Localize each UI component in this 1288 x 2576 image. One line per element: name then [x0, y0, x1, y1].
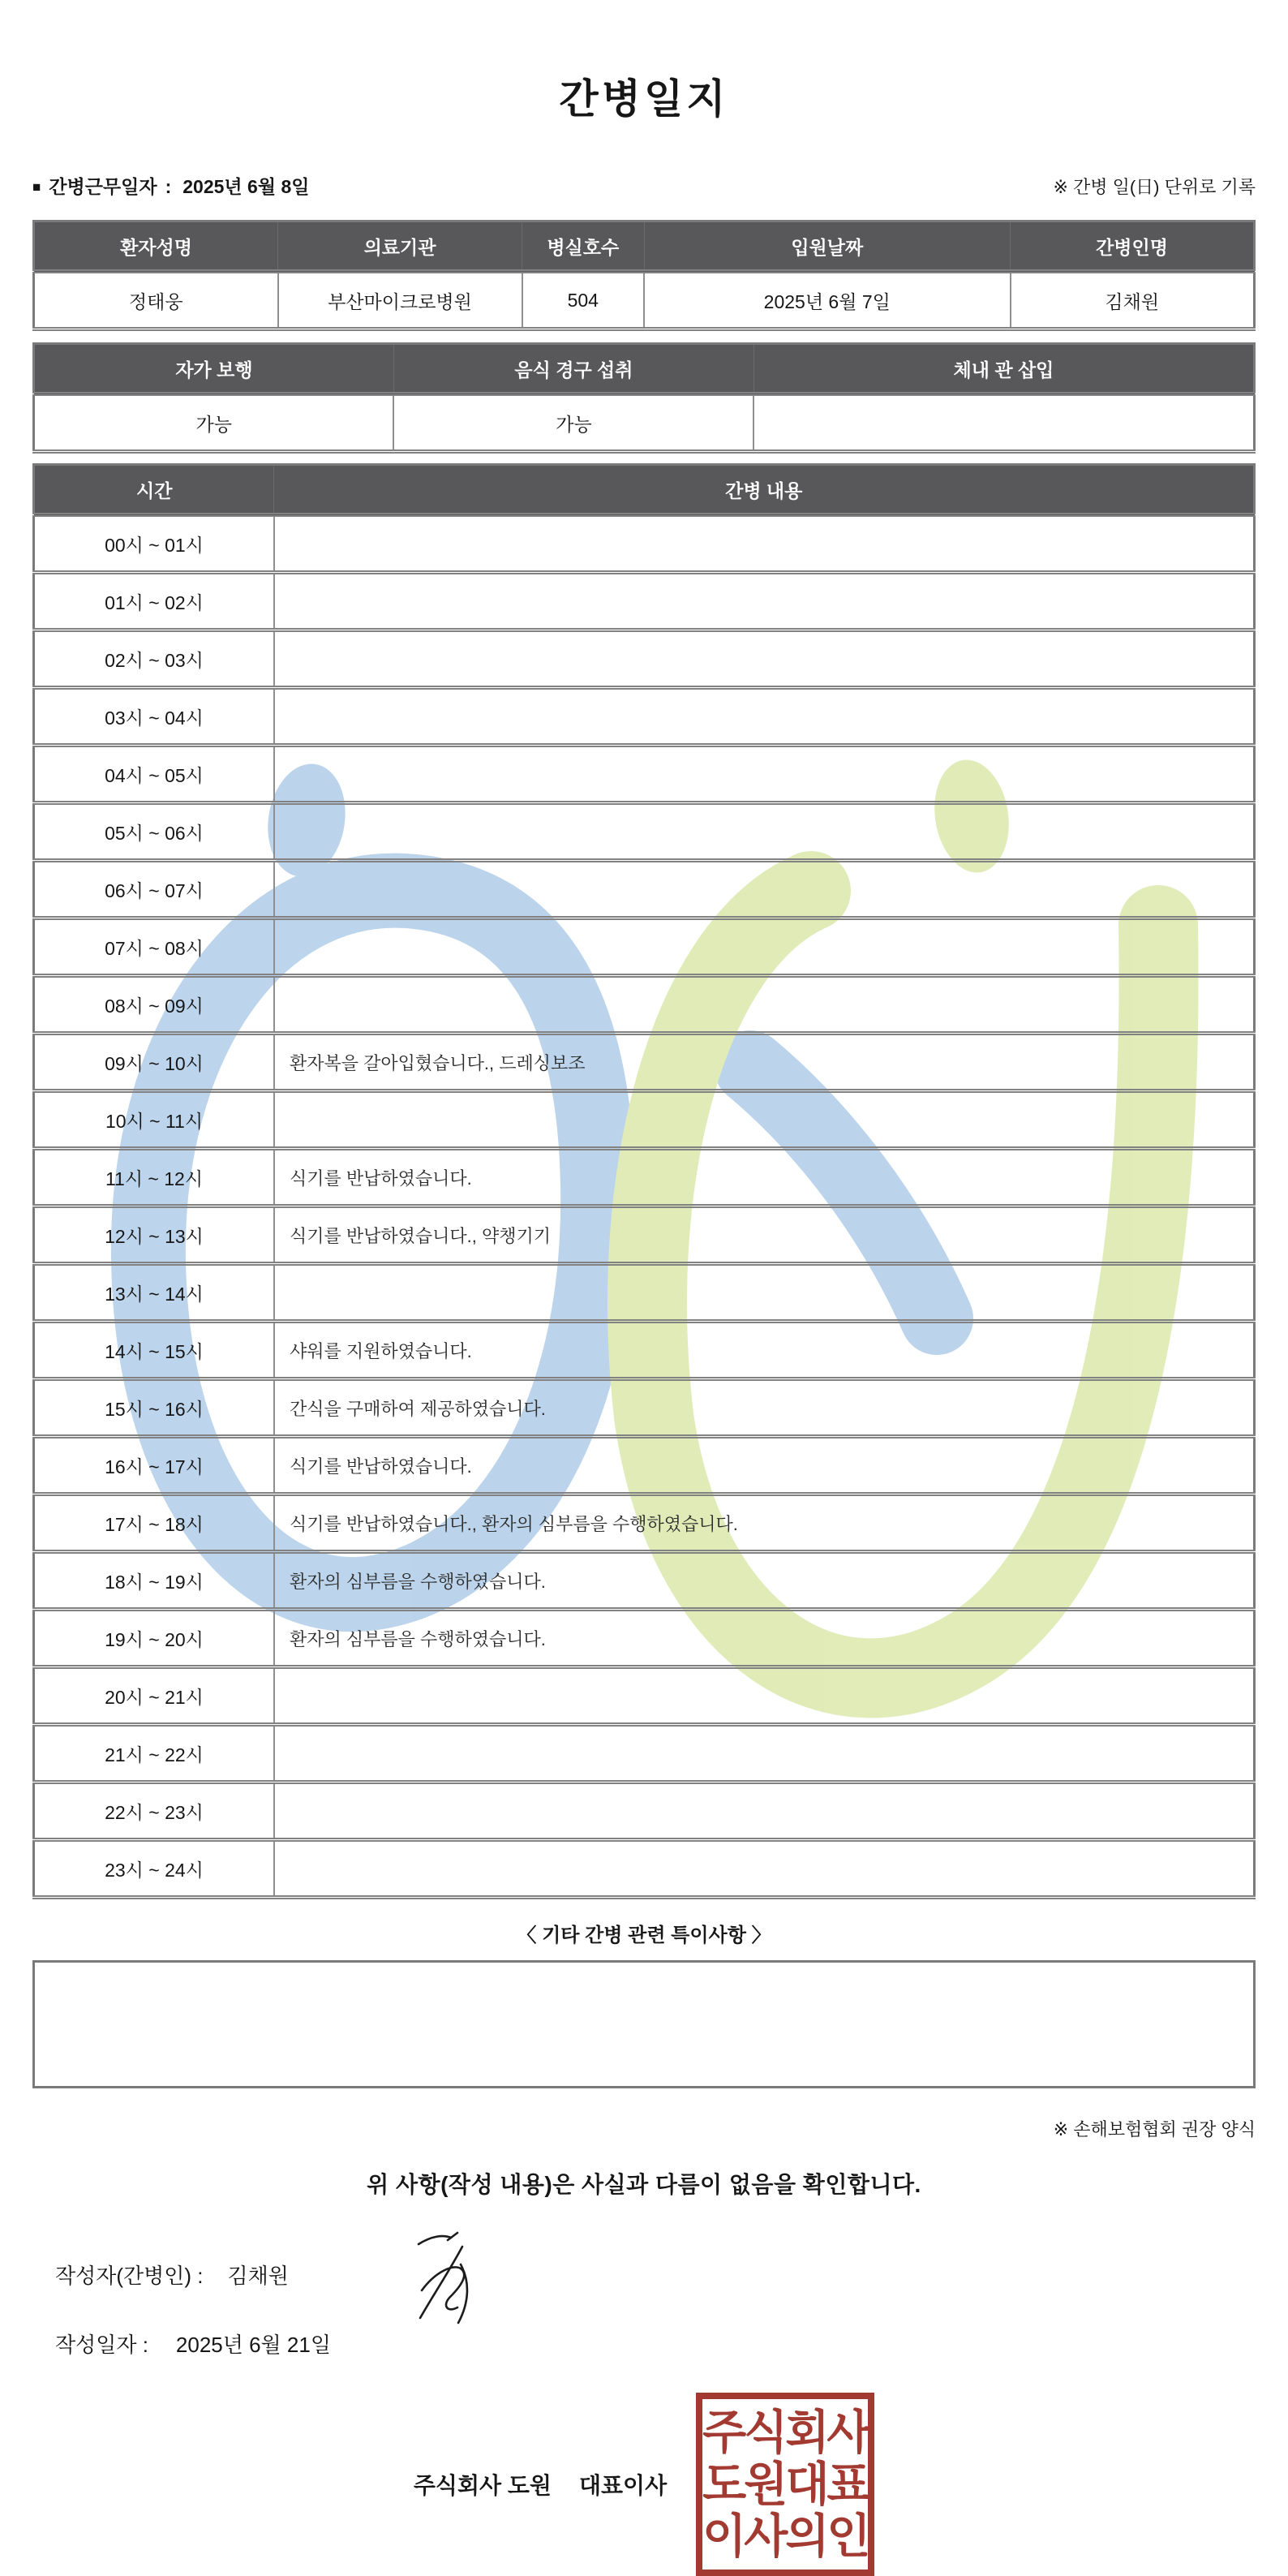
col-header-room-number: 병실호수 — [522, 221, 645, 272]
duty-date-label: 간병근무일자 — [49, 176, 157, 197]
care-content-cell — [274, 918, 1255, 976]
company-role: 대표이사 — [578, 2473, 668, 2498]
col-header-tube-insert: 체내 관 삽입 — [753, 344, 1254, 394]
company-name: 주식회사 도원 — [413, 2473, 552, 2498]
time-cell: 17시 ~ 18시 — [34, 1494, 274, 1552]
company-seal-row — [32, 2393, 1256, 2576]
col-header-admission-date: 입원날짜 — [644, 221, 1011, 272]
time-cell: 15시 ~ 16시 — [34, 1379, 274, 1437]
time-cell: 13시 ~ 14시 — [34, 1264, 274, 1322]
oral-intake-cell: 가능 — [393, 394, 753, 452]
log-row — [34, 630, 1255, 688]
stamp-line: 이사의인 — [702, 2509, 869, 2562]
patient-info-table — [32, 220, 1256, 331]
log-row — [34, 803, 1255, 861]
log-row — [34, 1149, 1255, 1206]
time-cell: 11시 ~ 12시 — [34, 1149, 274, 1206]
care-content-cell: 환자복을 갈아입혔습니다., 드레싱보조 — [274, 1034, 1255, 1091]
col-header-care-content: 간병 내용 — [274, 465, 1255, 515]
log-row — [34, 746, 1255, 803]
log-row — [34, 688, 1255, 746]
col-header-hospital: 의료기관 — [278, 221, 522, 272]
company-line — [414, 2468, 667, 2501]
unit-note: ※ 간병 일(日) 단위로 기록 — [1053, 177, 1256, 197]
colon: : — [165, 176, 172, 197]
time-cell: 16시 ~ 17시 — [34, 1437, 274, 1494]
log-row — [34, 515, 1255, 573]
care-content-cell — [274, 1840, 1255, 1898]
care-content-cell: 간식을 구매하여 제공하였습니다. — [274, 1379, 1255, 1437]
signature-scribble — [412, 2230, 490, 2328]
status-table — [32, 342, 1256, 454]
room-number-cell: 504 — [522, 272, 645, 329]
care-content-cell — [274, 861, 1255, 918]
time-cell: 09시 ~ 10시 — [34, 1034, 274, 1091]
col-header-time: 시간 — [34, 465, 274, 515]
write-date-label: 작성일자 : — [55, 2333, 148, 2357]
time-cell: 01시 ~ 02시 — [34, 573, 274, 630]
care-content-cell: 식기를 반납하였습니다. — [274, 1437, 1255, 1494]
care-content-cell: 샤워를 지원하였습니다. — [274, 1322, 1255, 1379]
care-content-cell — [274, 976, 1255, 1034]
care-content-cell — [274, 515, 1255, 573]
hourly-care-log-table — [32, 463, 1256, 1899]
time-cell: 18시 ~ 19시 — [34, 1552, 274, 1610]
tube-insert-cell — [753, 394, 1254, 452]
writer-name: 김채원 — [227, 2264, 289, 2288]
log-row — [34, 1322, 1255, 1379]
log-row — [34, 1379, 1255, 1437]
patient-value-row — [34, 272, 1255, 329]
log-row — [34, 1494, 1255, 1552]
log-row — [34, 573, 1255, 630]
log-row — [34, 1840, 1255, 1898]
writer-label: 작성자(간병인) : — [55, 2264, 204, 2288]
log-row — [34, 1034, 1255, 1091]
time-cell: 19시 ~ 20시 — [34, 1610, 274, 1667]
status-header-row — [34, 344, 1255, 394]
log-row — [34, 1667, 1255, 1725]
care-content-cell — [274, 803, 1255, 861]
write-date-value: 2025년 6월 21일 — [175, 2333, 331, 2357]
status-value-row — [34, 394, 1255, 452]
time-cell: 10시 ~ 11시 — [34, 1091, 274, 1149]
special-notes-box — [32, 1960, 1256, 2088]
care-content-cell — [274, 630, 1255, 688]
square-bullet-icon: ■ — [32, 179, 41, 195]
care-content-cell — [274, 1725, 1255, 1783]
col-header-oral-intake: 음식 경구 섭취 — [393, 344, 753, 394]
caregiver-name-cell: 김채원 — [1011, 272, 1255, 329]
care-content-cell — [274, 1091, 1255, 1149]
time-cell: 23시 ~ 24시 — [34, 1840, 274, 1898]
time-cell: 00시 ~ 01시 — [34, 515, 274, 573]
care-content-cell: 식기를 반납하였습니다. — [274, 1149, 1255, 1206]
log-row — [34, 1091, 1255, 1149]
col-header-caregiver-name: 간병인명 — [1011, 221, 1255, 272]
duty-date-value: 2025년 6월 8일 — [182, 176, 310, 197]
time-cell: 08시 ~ 09시 — [34, 976, 274, 1034]
corporate-seal-stamp — [696, 2393, 874, 2576]
log-row — [34, 861, 1255, 918]
care-content-cell: 환자의 심부름을 수행하였습니다. — [274, 1552, 1255, 1610]
time-cell: 20시 ~ 21시 — [34, 1667, 274, 1725]
time-cell: 21시 ~ 22시 — [34, 1725, 274, 1783]
time-cell: 12시 ~ 13시 — [34, 1206, 274, 1264]
care-content-cell — [274, 1667, 1255, 1725]
duty-date-line — [32, 172, 309, 199]
log-row — [34, 1725, 1255, 1783]
stamp-line: 도원대표 — [702, 2458, 869, 2510]
form-recommendation-note: ※ 손해보험협회 권장 양식 — [1053, 2119, 1256, 2139]
log-row — [34, 1437, 1255, 1494]
log-row — [34, 918, 1255, 976]
time-cell: 22시 ~ 23시 — [34, 1783, 274, 1840]
time-cell: 07시 ~ 08시 — [34, 918, 274, 976]
time-cell: 06시 ~ 07시 — [34, 861, 274, 918]
patient-header-row — [34, 221, 1255, 272]
time-cell: 03시 ~ 04시 — [34, 688, 274, 746]
log-row — [34, 1264, 1255, 1322]
write-date-line — [32, 2329, 1256, 2359]
care-content-cell — [274, 573, 1255, 630]
writer-line — [32, 2260, 1256, 2290]
hospital-cell: 부산마이크로병원 — [278, 272, 522, 329]
care-content-cell — [274, 688, 1255, 746]
log-row — [34, 976, 1255, 1034]
col-header-patient-name: 환자성명 — [34, 221, 278, 272]
page-title: 간병일지 — [559, 76, 729, 122]
care-content-cell — [274, 1783, 1255, 1840]
meta-row — [32, 172, 1256, 199]
stamp-line: 주식회사 — [702, 2406, 869, 2458]
time-cell: 14시 ~ 15시 — [34, 1322, 274, 1379]
care-content-cell: 식기를 반납하였습니다., 약챙기기 — [274, 1206, 1255, 1264]
special-notes-title: 〈 기타 간병 관련 특이사항 〉 — [517, 1924, 771, 1946]
log-row — [34, 1552, 1255, 1610]
time-cell: 05시 ~ 06시 — [34, 803, 274, 861]
confirmation-statement: 위 사항(작성 내용)은 사실과 다름이 없음을 확인합니다. — [367, 2172, 921, 2197]
log-row — [34, 1610, 1255, 1667]
care-content-cell: 환자의 심부름을 수행하였습니다. — [274, 1610, 1255, 1667]
log-row — [34, 1206, 1255, 1264]
log-header-row — [34, 465, 1255, 515]
patient-name-cell: 정태웅 — [34, 272, 278, 329]
time-cell: 02시 ~ 03시 — [34, 630, 274, 688]
care-content-cell — [274, 1264, 1255, 1322]
care-content-cell — [274, 746, 1255, 803]
self-walking-cell: 가능 — [34, 394, 394, 452]
admission-date-cell: 2025년 6월 7일 — [644, 272, 1011, 329]
time-cell: 04시 ~ 05시 — [34, 746, 274, 803]
care-content-cell: 식기를 반납하였습니다., 환자의 심부름을 수행하였습니다. — [274, 1494, 1255, 1552]
col-header-self-walking: 자가 보행 — [34, 344, 394, 394]
log-row — [34, 1783, 1255, 1840]
